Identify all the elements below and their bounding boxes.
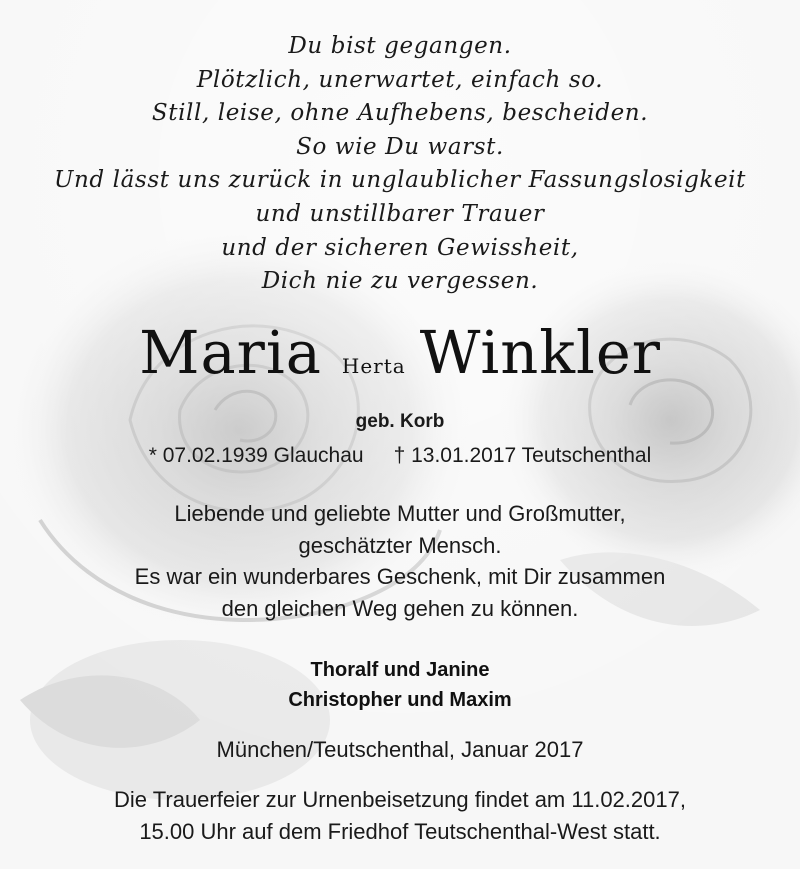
poem-line: und unstillbarer Trauer [255, 200, 545, 227]
tribute-line: geschätzter Mensch. [298, 532, 502, 558]
middle-name: Herta [341, 354, 406, 378]
death-date: † 13.01.2017 Teutschenthal [393, 444, 652, 467]
ceremony-line: 15.00 Uhr auf dem Friedhof Teutschenthal-West statt. [139, 819, 661, 844]
poem-line: und der sicheren Gewissheit, [221, 234, 579, 261]
tribute-text [0, 498, 800, 624]
mourner-line: Thoralf und Janine [310, 659, 490, 681]
poem-line: Plötzlich, unerwartet, einfach so. [196, 66, 604, 93]
tribute-line: Liebende und geliebte Mutter und Großmutter, [174, 501, 626, 526]
birth-date: * 07.02.1939 Glauchau [148, 444, 364, 467]
birth-name: geb. Korb [355, 411, 445, 432]
first-name: Maria [139, 318, 322, 387]
mourners [0, 655, 800, 715]
poem [0, 30, 800, 299]
life-dates [0, 444, 800, 468]
mourner-line: Christopher und Maxim [288, 689, 512, 711]
place-and-date: München/Teutschenthal, Januar 2017 [216, 737, 584, 762]
poem-line: Still, leise, ohne Aufhebens, bescheiden. [151, 100, 649, 127]
poem-line: Und lässt uns zurück in unglaublicher Fassungslosigkeit [54, 167, 746, 194]
deceased-name [0, 318, 800, 387]
poem-line: Du bist gegangen. [288, 33, 512, 59]
poem-line: Dich nie zu vergessen. [261, 268, 539, 295]
ceremony-line: Die Trauerfeier zur Urnenbeisetzung findet am 11.02.2017, [114, 787, 686, 812]
tribute-line: Es war ein wunderbares Geschenk, mit Dir zusammen [134, 564, 666, 589]
tribute-line: den gleichen Weg gehen zu können. [221, 595, 579, 621]
ceremony-info [0, 784, 800, 848]
last-name: Winkler [419, 318, 661, 387]
poem-line: So wie Du warst. [296, 133, 504, 160]
